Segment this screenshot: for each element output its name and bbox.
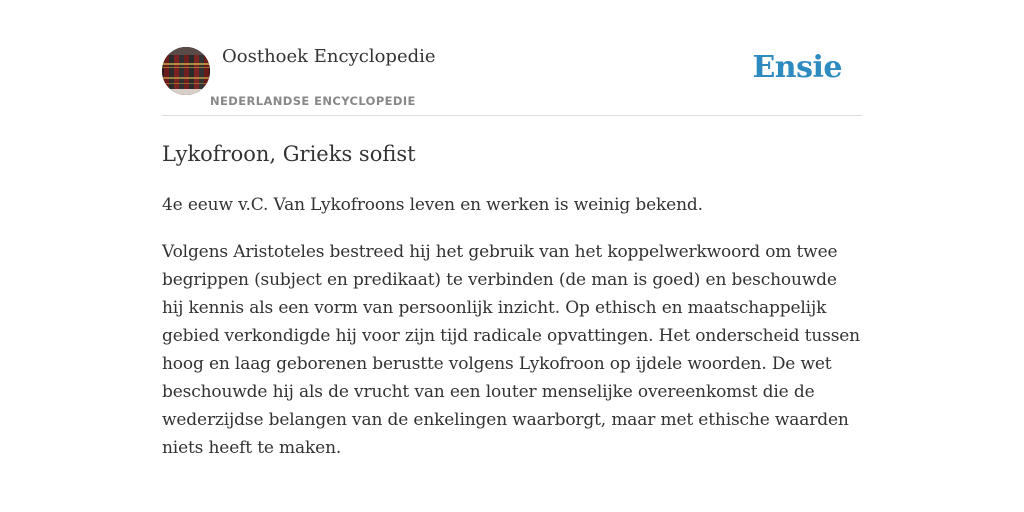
article [162,138,862,462]
brand-logo[interactable]: Ensie [752,50,842,85]
article-title: Lykofroon, Grieks sofist [162,142,416,166]
article-paragraph: 4e eeuw v.C. Van Lykofroons leven en werken is weinig bekend. [162,195,703,215]
encyclopedia-books-icon[interactable] [162,47,210,95]
site-subtitle: NEDERLANDSE ENCYCLOPEDIE [210,94,416,108]
site-title[interactable]: Oosthoek Encyclopedie [222,46,436,67]
site-header [162,44,862,116]
article-paragraph: Volgens Aristoteles bestreed hij het gebruik van het koppelwerkwoord om twee begrippen (subject en predikaat) te verbinden (de man is goed) en beschouwde hij kennis als een vorm van persoonlijk inzicht. Op ethisch en maatschappelijk gebied verkondigde hij voor zijn tijd radicale opvattingen. Het onderscheid tussen hoog en laag geborenen berustte volgens Lykofroon op ijdele woorden. De wet beschouwde hij als de vrucht van een louter menselijke overeenkomst die de wederzijdse belangen van de enkelingen waarborgt, maar met ethische waarden niets heeft te maken. [162,242,860,458]
